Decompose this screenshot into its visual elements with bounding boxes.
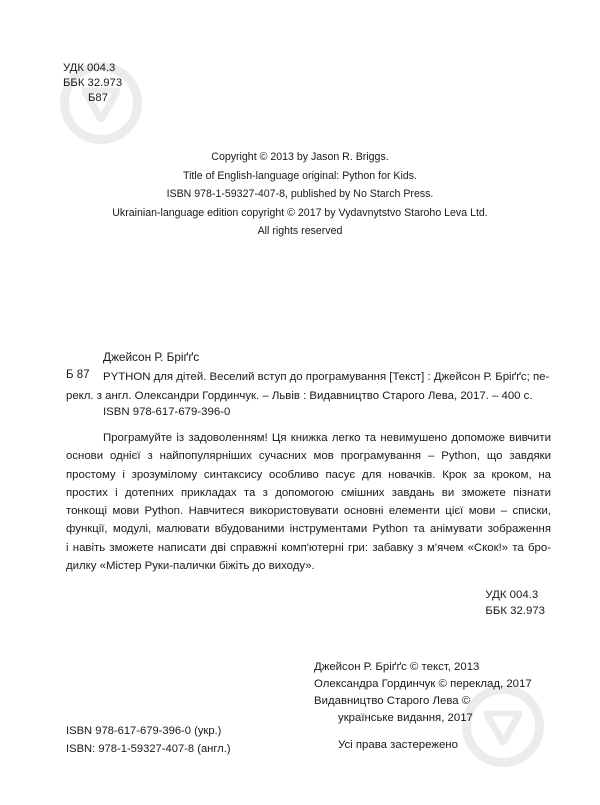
annotation-line: Програмуйте із задоволенням! Ця книжка легко та невимушено допоможе вивчити — [103, 432, 551, 444]
rights-line: українське видання, 2017 — [338, 712, 473, 724]
annotation-line: дилку «Містер Руки-палички біжіть до виходу». — [66, 560, 315, 573]
rights-line: Джейсон Р. Бріґґс © текст, 2013 — [314, 661, 480, 673]
udk-code: УДК 004.3 — [63, 62, 116, 74]
rights-block — [314, 659, 532, 727]
isbn-eng: ISBN: 978-1-59327-407-8 (англ.) — [66, 742, 231, 755]
isbn-block — [66, 723, 231, 758]
annotation-line: функції, модулі, малювати вбудованими інструментами Python та анімувати зображення — [66, 523, 551, 536]
copyright-line: Copyright © 2013 by Jason R. Briggs. — [211, 151, 389, 163]
annotation-line: і навіть зможете написати дві справжні комп'ютерні гри: забавку з м'ячем «Скок!» та бро- — [66, 541, 551, 554]
annotation-line: основи однієї з найпопулярніших сучасних мов програмування – Python, що завдяки — [66, 450, 551, 463]
copyright-line: Ukrainian-language edition copyright © 2017 by Vydavnytstvo Staroho Leva Ltd. — [112, 206, 488, 219]
author-mark: Б87 — [88, 92, 108, 104]
copyright-line: ISBN 978-1-59327-407-8, published by No Starch Press. — [166, 188, 434, 200]
catalog-isbn: ISBN 978-617-679-396-0 — [103, 406, 231, 418]
classification-codes — [63, 61, 122, 106]
rights-line: Видавництво Старого Лева © — [314, 695, 471, 707]
catalog-mark: Б 87 — [66, 369, 90, 381]
catalog-codes — [485, 587, 545, 619]
description-line: PYTHON для дітей. Веселий вступ до програмування [Текст] : Джейсон Р. Бріґґс; пе- — [103, 371, 550, 383]
bbk-code: ББК 32.973 — [63, 77, 123, 89]
catalog-bbk: ББК 32.973 — [485, 605, 545, 617]
catalog-author: Джейсон Р. Бріґґс — [103, 350, 200, 364]
annotation — [66, 429, 551, 575]
rights-line: Олександра Гординчук © переклад, 2017 — [314, 678, 532, 690]
annotation-line: простих і дотепних прикладах та з допомогою смішних завдань ви зможете пізнати — [66, 486, 551, 499]
copyright-line: Title of English-language original: Python for Kids. — [183, 169, 417, 182]
annotation-line: тонкощі мови Python. Навчитеся використовувати основні елементи цієї мови – списки, — [66, 505, 551, 518]
copyright-line: All rights reserved — [257, 225, 343, 237]
description-line: рекл. з англ. Олександри Гординчук. – Львів : Видавництво Старого Лева, 2017. – 400 с. — [66, 389, 533, 402]
isbn-ukr: ISBN 978-617-679-396-0 (укр.) — [66, 725, 222, 737]
copyright-block — [0, 148, 600, 241]
annotation-line: простому і зрозумілому синтаксису особливо пасує для новачків. Крок за кроком, на — [66, 468, 551, 481]
catalog-udk: УДК 004.3 — [485, 589, 539, 601]
all-rights-reserved: Усі права застережено — [338, 739, 458, 751]
